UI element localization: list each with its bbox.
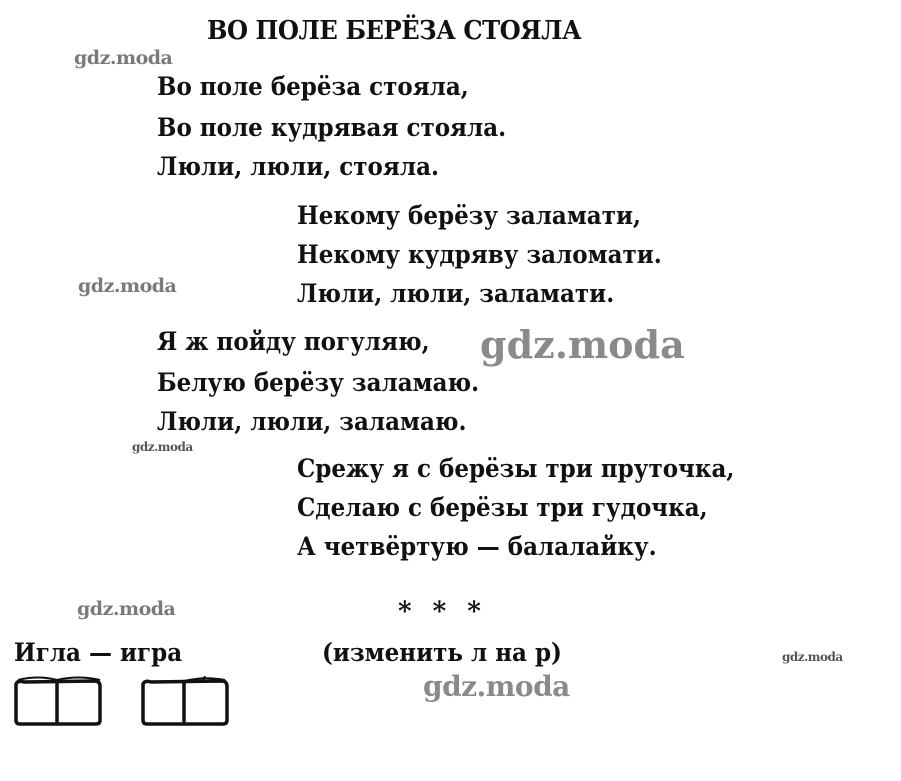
stanza-4-line-3: А четвёртую — балалайку.	[297, 532, 657, 561]
riddle-words: Игла — игра	[14, 638, 183, 667]
watermark-5: gdz.moda	[77, 598, 176, 620]
stanza-4-line-1: Срежу я с берёзы три пруточка,	[297, 454, 735, 483]
stanza-3-line-2: Белую берёзу заламаю.	[157, 368, 480, 397]
stanza-1-line-1: Во поле берёза стояла,	[157, 72, 469, 101]
watermark-4: gdz.moda	[132, 440, 193, 454]
watermark-2: gdz.moda	[78, 275, 177, 297]
stanza-2-line-2: Некому кудряву заломати.	[297, 240, 662, 269]
syllable-scheme-right	[139, 676, 231, 728]
stanza-3-line-3: Люли, люли, заламаю.	[157, 407, 467, 436]
riddle-hint: (изменить л на р)	[322, 638, 562, 667]
watermark-7: gdz.moda	[423, 670, 570, 703]
watermark-6: gdz.moda	[782, 650, 843, 664]
watermark-3: gdz.moda	[480, 322, 685, 367]
stanza-1-line-3: Люли, люли, стояла.	[157, 152, 440, 181]
section-separator: * * *	[398, 597, 487, 627]
stanza-2-line-3: Люли, люли, заламати.	[297, 279, 615, 308]
stanza-2-line-1: Некому берёзу заламати,	[297, 201, 642, 230]
stanza-4-line-2: Сделаю с берёзы три гудочка,	[297, 493, 708, 522]
syllable-scheme-left	[12, 676, 104, 728]
stanza-1-line-2: Во поле кудрявая стояла.	[157, 113, 507, 142]
watermark-1: gdz.moda	[74, 47, 173, 69]
stanza-3-line-1: Я ж пойду погуляю,	[157, 327, 430, 356]
poem-title: ВО ПОЛЕ БЕРЁЗА СТОЯЛА	[207, 16, 582, 46]
